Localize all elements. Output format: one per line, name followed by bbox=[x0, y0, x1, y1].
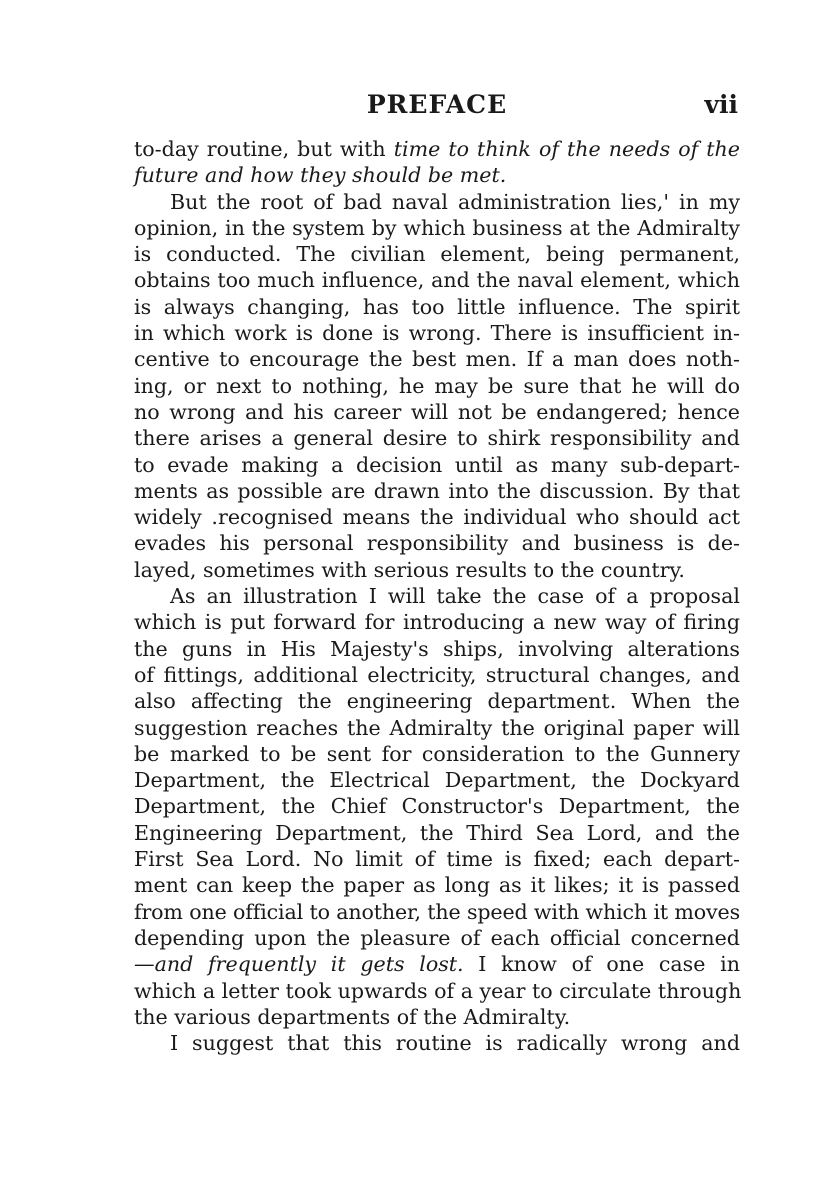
text-line: First Sea Lord. No limit of time is fixed; each depart- bbox=[134, 847, 740, 872]
italic-phrase: future and how they should be met. bbox=[134, 163, 507, 188]
text-line: which is put forward for introducing a new way of firing bbox=[134, 610, 740, 635]
text-line: from one official to another, the speed with which it moves bbox=[134, 899, 740, 924]
text-line: is always changing, has too little influence. The spirit bbox=[134, 294, 740, 319]
text-line: opinion, in the system by which business at the Admiralty bbox=[134, 215, 740, 240]
text-line: the various departments of the Admiralty. bbox=[134, 1004, 571, 1029]
text-line: layed, sometimes with serious results to the country. bbox=[134, 557, 685, 582]
text-line: in which work is done is wrong. There is insufficient in- bbox=[134, 321, 740, 346]
text-line: no wrong and his career will not be endangered; hence bbox=[134, 399, 740, 424]
page-title: PREFACE bbox=[366, 90, 508, 119]
text-line: the guns in His Majesty's ships, involving alterations bbox=[134, 636, 740, 661]
text-line: is conducted. The civilian element, being permanent, bbox=[134, 242, 740, 267]
text-line bbox=[134, 162, 740, 188]
italic-phrase: time to think of the needs of the bbox=[393, 137, 740, 161]
text-line: widely .recognised means the individual who should act bbox=[134, 505, 740, 530]
paragraph-start: But the root of bad naval administration lies,' in my bbox=[170, 189, 740, 214]
running-head bbox=[134, 88, 740, 122]
text-line: to evade making a decision until as many sub-depart- bbox=[134, 452, 740, 477]
text-line: suggestion reaches the Admiralty the original paper will bbox=[134, 715, 740, 740]
text-line: ment can keep the paper as long as it likes; it is passed bbox=[134, 873, 740, 898]
paragraph-start: I suggest that this routine is radically wrong and bbox=[170, 1031, 740, 1056]
body-text bbox=[134, 136, 740, 1056]
page-number: vii bbox=[704, 90, 738, 119]
text-line: which a letter took upwards of a year to circulate through bbox=[134, 978, 742, 1003]
text-line: ments as possible are drawn into the discussion. By that bbox=[134, 478, 740, 503]
text-line: to-day routine, but with time to think of the needs of the bbox=[134, 137, 740, 161]
text-line: Department, the Electrical Department, the Dockyard bbox=[134, 768, 740, 793]
italic-phrase: —and frequently it gets lost. bbox=[134, 952, 464, 977]
text-line: there arises a general desire to shirk responsibility and bbox=[134, 426, 740, 451]
text-line: ing, or next to nothing, he may be sure that he will do bbox=[134, 373, 740, 398]
text-line: Engineering Department, the Third Sea Lord, and the bbox=[134, 820, 740, 845]
text-line: evades his personal responsibility and business is de- bbox=[134, 531, 740, 556]
text-line: depending upon the pleasure of each official concerned bbox=[134, 925, 740, 950]
text-line: also affecting the engineering department. When the bbox=[134, 689, 740, 714]
text-line: obtains too much influence, and the naval element, which bbox=[134, 268, 740, 293]
text-line: be marked to be sent for consideration to the Gunnery bbox=[134, 741, 740, 766]
text-line: centive to encourage the best men. If a man does noth- bbox=[134, 347, 740, 372]
paragraph-start: As an illustration I will take the case of a proposal bbox=[170, 584, 740, 609]
text-line: Department, the Chief Constructor's Department, the bbox=[134, 794, 740, 819]
text-line: of fittings, additional electricity, structural changes, and bbox=[134, 662, 740, 687]
text-line: —and frequently it gets lost. I know of one case in bbox=[134, 952, 740, 977]
